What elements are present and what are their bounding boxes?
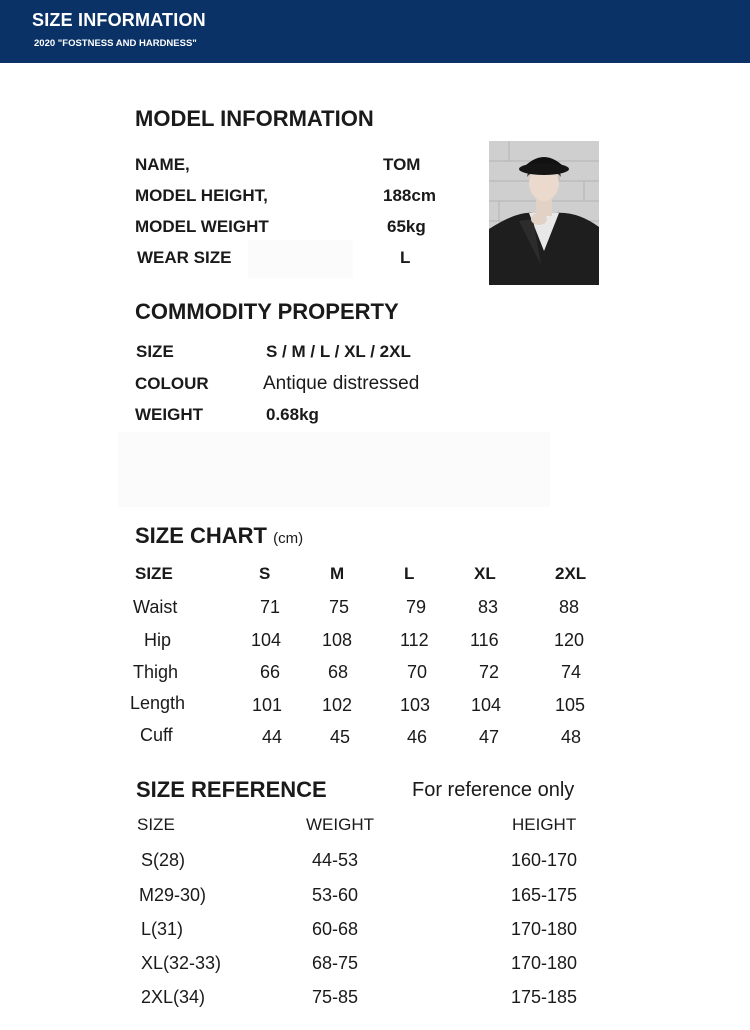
size-chart-row-label: Cuff xyxy=(140,725,173,745)
size-reference-cell: 75-85 xyxy=(312,987,359,1007)
size-reference-header-cell: HEIGHT xyxy=(512,815,577,834)
model-photo-drawing xyxy=(489,141,599,285)
size-chart-row-label: Hip xyxy=(144,630,172,650)
header-title: SIZE INFORMATION xyxy=(32,10,206,30)
size-chart-unit: (cm) xyxy=(273,530,304,547)
size-chart-cell: 108 xyxy=(322,630,353,650)
model-value-height: 188cm xyxy=(383,186,436,205)
size-chart-cell: 101 xyxy=(252,695,283,715)
size-chart-header-cell: XL xyxy=(474,564,496,583)
size-chart-cell: 88 xyxy=(559,597,580,617)
size-chart-header-cell: L xyxy=(404,564,415,583)
size-reference-cell: M29-30) xyxy=(139,885,207,905)
size-chart-cell: 74 xyxy=(561,662,582,682)
size-chart-cell: 66 xyxy=(260,662,281,682)
commodity-label-weight: WEIGHT xyxy=(135,405,203,424)
size-chart-cell: 104 xyxy=(471,695,502,715)
size-chart-cell: 46 xyxy=(407,727,428,747)
size-reference-heading: SIZE REFERENCE xyxy=(136,777,327,802)
size-chart-cell: 120 xyxy=(554,630,585,650)
size-reference-cell: 165-175 xyxy=(511,885,578,905)
faint-patch xyxy=(248,240,353,278)
size-chart-cell: 103 xyxy=(400,695,431,715)
commodity-label-colour: COLOUR xyxy=(135,374,209,393)
size-chart-row-label: Waist xyxy=(133,597,178,617)
size-reference-header-cell: SIZE xyxy=(137,815,175,834)
size-chart-cell: 112 xyxy=(400,630,429,650)
size-reference-header-cell: WEIGHT xyxy=(306,815,374,834)
size-chart-row-label: Thigh xyxy=(133,662,179,682)
size-reference-cell: L(31) xyxy=(141,919,184,939)
size-chart-cell: 102 xyxy=(322,695,353,715)
model-label-name: NAME, xyxy=(135,155,190,174)
size-reference-cell: 170-180 xyxy=(511,919,578,939)
size-reference-cell: XL(32-33) xyxy=(141,953,222,973)
size-chart-cell: 104 xyxy=(251,630,282,650)
size-reference-cell: S(28) xyxy=(141,850,186,870)
size-reference-cell: 170-180 xyxy=(511,953,578,973)
size-chart-cell: 68 xyxy=(328,662,349,682)
size-chart-cell: 48 xyxy=(561,727,582,747)
size-chart-row-label: Length xyxy=(130,693,186,713)
size-reference-cell: 2XL(34) xyxy=(141,987,206,1007)
size-chart-cell: 79 xyxy=(406,597,427,617)
size-chart-cell: 116 xyxy=(470,630,499,650)
commodity-value-weight: 0.68kg xyxy=(266,405,319,424)
commodity-heading: COMMODITY PROPERTY xyxy=(135,299,399,324)
size-chart-heading xyxy=(135,523,303,549)
size-chart-header-cell: M xyxy=(330,564,345,583)
faint-patch xyxy=(118,432,550,507)
size-chart-header-cell: 2XL xyxy=(555,564,587,583)
size-reference-cell: 60-68 xyxy=(312,919,359,939)
model-photo xyxy=(489,141,599,285)
size-chart-cell: 44 xyxy=(262,727,283,747)
size-chart-cell: 105 xyxy=(555,695,586,715)
model-value-wear-size: L xyxy=(400,248,411,267)
size-chart-cell: 75 xyxy=(329,597,350,617)
commodity-label-size: SIZE xyxy=(136,342,174,361)
size-reference-cell: 175-185 xyxy=(511,987,578,1007)
size-chart-cell: 72 xyxy=(479,662,500,682)
size-chart-title: SIZE CHART xyxy=(135,523,267,548)
size-chart-header-cell: S xyxy=(259,564,271,583)
model-label-height: MODEL HEIGHT, xyxy=(135,186,268,205)
model-value-name: TOM xyxy=(383,155,421,174)
size-chart-cell: 83 xyxy=(478,597,499,617)
model-label-wear-size: WEAR SIZE xyxy=(137,248,232,267)
size-reference-note: For reference only xyxy=(412,779,575,801)
model-label-weight: MODEL WEIGHT xyxy=(135,217,269,236)
header-subtitle: 2020 "FOSTNESS AND HARDNESS" xyxy=(34,38,197,49)
size-chart-cell: 47 xyxy=(479,727,500,747)
commodity-value-size: S / M / L / XL / 2XL xyxy=(266,342,411,361)
size-reference-cell: 53-60 xyxy=(312,885,359,905)
commodity-value-colour: Antique distressed xyxy=(263,373,420,394)
size-reference-cell: 44-53 xyxy=(312,850,359,870)
size-reference-cell: 160-170 xyxy=(511,850,578,870)
header-banner xyxy=(0,0,750,63)
model-heading: MODEL INFORMATION xyxy=(135,106,374,131)
size-chart-header-cell: SIZE xyxy=(135,564,173,583)
size-reference-cell: 68-75 xyxy=(312,953,359,973)
model-value-weight: 65kg xyxy=(387,217,426,236)
size-chart-cell: 70 xyxy=(407,662,428,682)
size-chart-cell: 71 xyxy=(260,597,281,617)
size-chart-cell: 45 xyxy=(330,727,351,747)
